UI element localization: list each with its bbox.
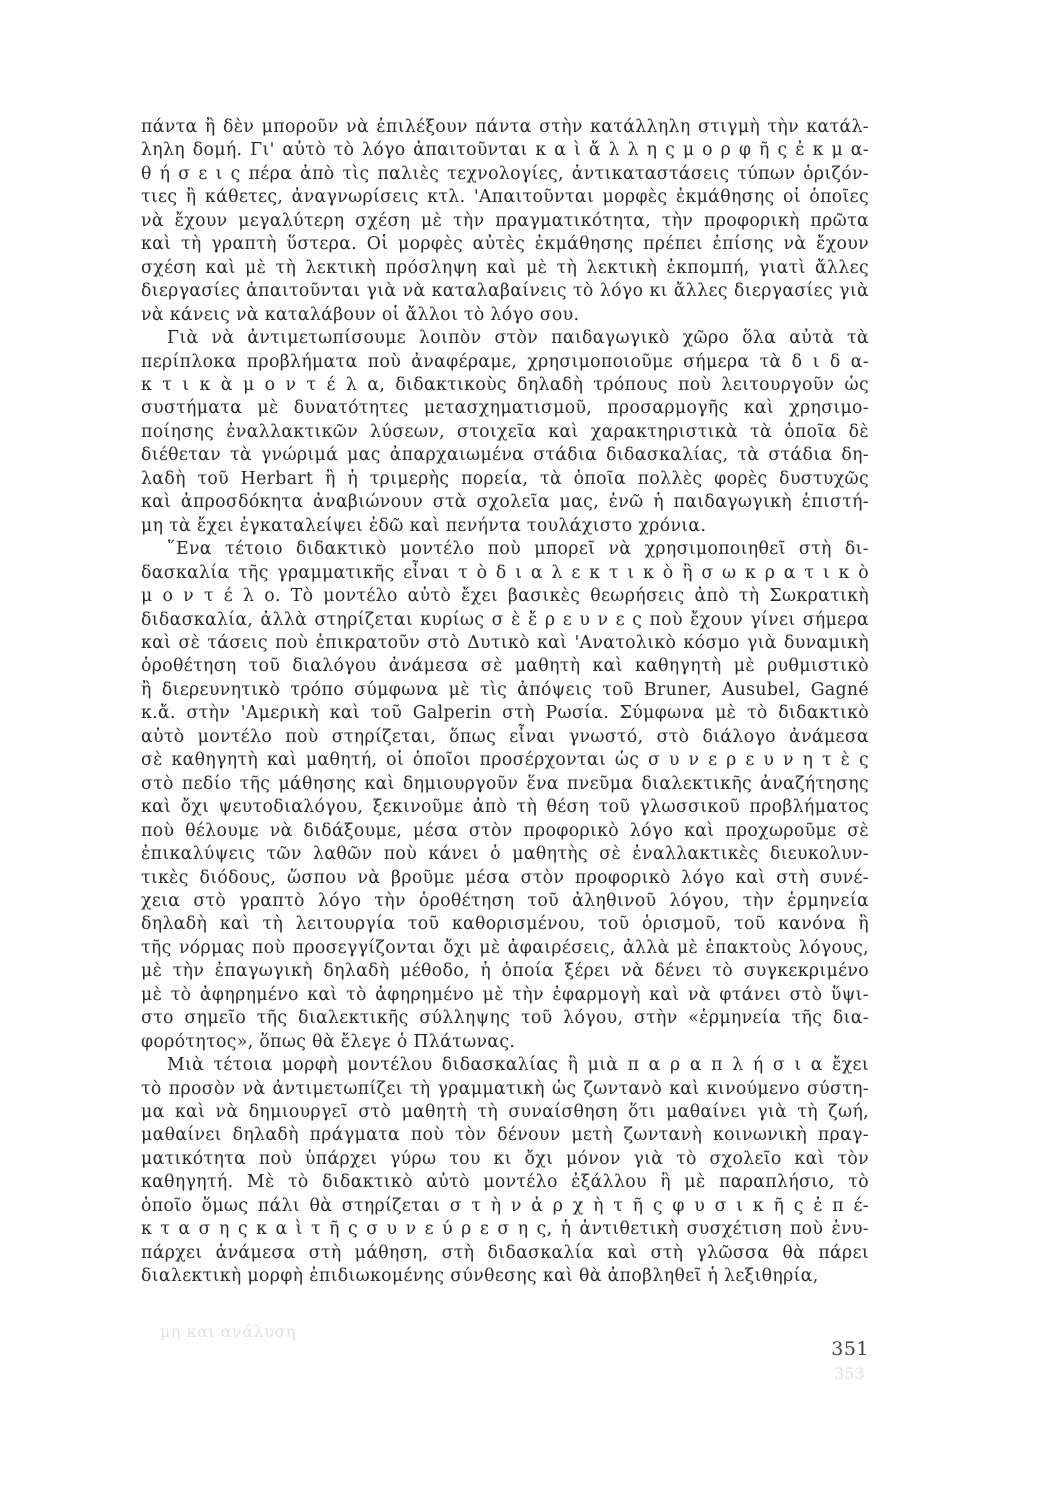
text-line-content: θ ή σ ε ι ς πέρα ἀπὸ τὶς παλιὲς τεχνολογίες, ἀντικαταστάσεις τύπων ὁριζόν- (141, 163, 869, 184)
text-line-content: δηλαδὴ καὶ τὴ λειτουργία τοῦ καθορισμένου, τοῦ ὁρισμοῦ, τοῦ κανόνα ἢ (141, 914, 869, 935)
text-line-content: μὲ τὸ ἀφηρημένο καὶ τὸ ἀφηρημένο μὲ τὴν ἐφαρμογὴ καὶ νὰ φτάνει στὸ ὕψι- (141, 984, 869, 1005)
text-line-content: ὁροθέτηση τοῦ διαλόγου ἀνάμεσα σὲ μαθητὴ καὶ καθηγητὴ μὲ ρυθμιστικὸ (141, 656, 869, 677)
text-line (141, 937, 869, 960)
text-line (141, 374, 869, 397)
text-line-content: κ.ἄ. στὴν 'Αμερικὴ καὶ τοῦ Galperin στὴ Ρωσία. Σύμφωνα μὲ τὸ διδακτικὸ (141, 703, 869, 724)
text-line-content: διέθεταν τὰ γνώριμά μας ἀπαρχαιωμένα στάδια διδασκαλίας, τὰ στάδια δη- (141, 445, 869, 466)
text-line (141, 491, 869, 514)
text-line (141, 984, 869, 1007)
text-line-content: στὸ πεδίο τῆς μάθησης καὶ δημιουργοῦν ἕνα πνεῦμα διαλεκτικῆς ἀναζήτησης (141, 773, 869, 794)
text-line-content: σὲ καθηγητὴ καὶ μαθητή, οἱ ὁποῖοι προσέρχονται ὡς σ υ ν ε ρ ε υ ν η τ ὲ ς (141, 750, 869, 771)
text-line-content: κ τ ι κ ὰ μ ο ν τ έ λ α, διδακτικοὺς δηλαδὴ τρόπους ποὺ λειτουργοῦν ὡς (141, 374, 869, 395)
text-line (141, 960, 869, 983)
text-line (141, 210, 869, 233)
text-line (141, 1218, 869, 1241)
text-line (141, 890, 869, 913)
text-line-content: διδασκαλία, ἀλλὰ στηρίζεται κυρίως σ ὲ ἔ ρ ε υ ν ε ς ποὺ ἔχουν γίνει σήμερα (141, 609, 869, 630)
text-line (141, 116, 869, 139)
text-line (141, 655, 869, 678)
text-line-content: ῞Ενα τέτοιο διδακτικὸ μοντέλο ποὺ μπορεῖ νὰ χρησιμοποιηθεῖ στὴ δι- (167, 539, 869, 560)
text-line-content: μὲ τὴν ἐπαγωγικὴ δηλαδὴ μέθοδο, ἡ ὁποία ξέρει νὰ δένει τὸ συγκεκριμένο (141, 961, 869, 982)
text-line-content: στο σημεῖο τῆς διαλεκτικῆς σύλληψης τοῦ λόγου, στὴν «ἑρμηνεία τῆς δια- (141, 1008, 869, 1029)
text-line (141, 139, 869, 162)
text-line (141, 1124, 869, 1147)
text-line-content: καὶ σὲ τάσεις ποὺ ἐπικρατοῦν στὸ Δυτικὸ καὶ 'Ανατολικὸ κόσμο γιὰ δυναμικὴ (141, 632, 869, 653)
text-line (141, 1148, 869, 1171)
text-line-content: μη τὰ ἔχει ἐγκαταλείψει ἐδῶ καὶ πενήντα τουλάχιστο χρόνια. (141, 515, 707, 536)
text-line-content: τὸ προσὸν νὰ ἀντιμετωπίζει τὴ γραμματικὴ ὡς ζωντανὸ καὶ κινούμενο σύστη- (141, 1078, 869, 1099)
text-line-content: τιες ἢ κάθετες, ἀναγνωρίσεις κτλ. 'Απαιτοῦνται μορφὲς ἐκμάθησης οἱ ὁποῖες (141, 187, 869, 208)
text-line (141, 280, 869, 303)
text-line (141, 257, 869, 280)
text-line (141, 1242, 869, 1265)
text-line (141, 1101, 869, 1124)
text-line-content: κ τ α σ η ς κ α ὶ τ ῆ ς σ υ ν ε ύ ρ ε σ η ς, ἡ ἀντιθετικὴ συσχέτιση ποὺ ἐνυ- (141, 1219, 869, 1240)
text-line-content: αὐτὸ μοντέλο ποὺ στηρίζεται, ὅπως εἶναι γνωστό, στὸ διάλογο ἀνάμεσα (141, 726, 869, 747)
text-line (141, 1265, 869, 1288)
text-line-content: πάντα ἢ δὲν μποροῦν νὰ ἐπιλέξουν πάντα στὴν κατάλληλη στιγμὴ τὴν κατάλ- (141, 117, 869, 137)
text-line (141, 163, 869, 186)
text-line-content: καὶ τὴ γραπτὴ ὕστερα. Οἱ μορφὲς αὐτὲς ἐκμάθησης πρέπει ἐπίσης νὰ ἔχουν (141, 234, 869, 255)
paragraph (141, 1054, 869, 1289)
text-line (141, 538, 869, 561)
body-text (141, 116, 869, 1289)
text-line-content: Μιὰ τέτοια μορφὴ μοντέλου διδασκαλίας ἢ μιὰ π α ρ α π λ ή σ ι α ἔχει (167, 1055, 869, 1076)
text-line-content: καὶ ἀπροσδόκητα ἀναβιώνουν στὰ σχολεῖα μας, ἐνῶ ἡ παιδαγωγικὴ ἐπιστή- (141, 492, 869, 513)
text-line-content: μ ο ν τ έ λ ο. Τὸ μοντέλο αὐτὸ ἔχει βασικὲς θεωρήσεις ἀπὸ τὴ Σωκρατικὴ (141, 586, 869, 607)
text-line-content: περίπλοκα προβλήματα ποὺ ἀναφέραμε, χρησιμοποιοῦμε σήμερα τὰ δ ι δ α- (141, 351, 869, 372)
paragraph (141, 538, 869, 1054)
text-line (141, 1078, 869, 1101)
text-line-content: διαλεκτικὴ μορφὴ ἐπιδιωκομένης σύνθεσης καὶ θὰ ἀποβληθεῖ ἡ λεξιθηρία, (141, 1266, 819, 1287)
text-line-content: καθηγητή. Μὲ τὸ διδακτικὸ αὐτὸ μοντέλο ἐξάλλου ἢ μὲ παραπλήσιο, τὸ (141, 1172, 869, 1193)
text-line (141, 186, 869, 209)
paragraph (141, 116, 869, 327)
text-line (141, 820, 869, 843)
text-line (141, 773, 869, 796)
text-line-content: μαθαίνει δηλαδὴ πράγματα ποὺ τὸν δένουν μετὴ ζωντανὴ κοινωνικὴ πραγ- (141, 1125, 869, 1146)
text-line-content: ἐπικαλύψεις τῶν λαθῶν ποὺ κάνει ὁ μαθητὴς σὲ ἐναλλακτικὲς διευκολυν- (141, 844, 869, 865)
text-line (141, 913, 869, 936)
text-line-content: τῆς νόρμας ποὺ προσεγγίζονται ὄχι μὲ ἀφαιρέσεις, ἀλλὰ μὲ ἐπακτοὺς λόγους, (141, 937, 869, 958)
text-line (141, 632, 869, 655)
text-line (141, 749, 869, 772)
text-line-content: νὰ ἔχουν μεγαλύτερη σχέση μὲ τὴν πραγματικότητα, τὴν προφορικὴ πρῶτα (141, 210, 869, 231)
text-line-content: διεργασίες ἀπαιτοῦνται γιὰ νὰ καταλαβαίνεις τὸ λόγο κι ἄλλες διεργασίες γιὰ (141, 281, 869, 302)
bleed-through-text: μη και ανάλυση (160, 1322, 296, 1341)
text-line (141, 1171, 869, 1194)
text-line (141, 351, 869, 374)
text-line-content: μα καὶ νὰ δημιουργεῖ στὸ μαθητὴ τὴ συναίσθηση ὅτι μαθαίνει γιὰ τὴ ζωή, (141, 1102, 869, 1123)
text-line (141, 233, 869, 256)
text-line (141, 1054, 869, 1077)
text-line (141, 609, 869, 632)
text-line (141, 1195, 869, 1218)
text-line-content: σχέση καὶ μὲ τὴ λεκτικὴ πρόσληψη καὶ μὲ τὴ λεκτικὴ ἐκπομπή, γιατὶ ἄλλες (141, 257, 869, 278)
text-line (141, 726, 869, 749)
text-line (141, 1031, 869, 1054)
text-line-content: ληλη δομή. Γι' αὐτὸ τὸ λόγο ἀπαιτοῦνται κ α ὶ ἄ λ λ η ς μ ο ρ φ ῆ ς ἐ κ μ α- (141, 140, 869, 161)
text-line-content: πάρχει ἀνάμεσα στὴ μάθηση, στὴ διδασκαλία καὶ στὴ γλῶσσα θὰ πάρει (141, 1242, 869, 1263)
text-line (141, 421, 869, 444)
text-line (141, 515, 869, 538)
text-line-content: Γιὰ νὰ ἀντιμετωπίσουμε λοιπὸν στὸν παιδαγωγικὸ χῶρο ὅλα αὐτὰ τὰ (167, 328, 869, 349)
text-line-content: συστήματα μὲ δυνατότητες μετασχηματισμοῦ, προσαρμογῆς καὶ χρησιμο- (141, 398, 869, 419)
text-line (141, 843, 869, 866)
text-line (141, 867, 869, 890)
text-line-content: ματικότητα ποὺ ὑπάρχει γύρω του κι ὄχι μόνον γιὰ τὸ σχολεῖο καὶ τὸν (141, 1148, 869, 1169)
text-line-content: νὰ κάνεις νὰ καταλάβουν οἱ ἄλλοι τὸ λόγο σου. (141, 304, 580, 325)
text-line-content: ἢ διερευνητικὸ τρόπο σύμφωνα μὲ τὶς ἀπόψεις τοῦ Bruner, Ausubel, Gagné (141, 679, 869, 700)
paragraph (141, 327, 869, 538)
text-line-content: τικὲς διόδους, ὥσπου νὰ βροῦμε μέσα στὸν προφορικὸ λόγο καὶ στὴ συνέ- (141, 867, 869, 888)
text-line (141, 304, 869, 327)
text-line (141, 679, 869, 702)
text-line (141, 444, 869, 467)
page-number: 351 (831, 1338, 869, 1360)
text-line-content: χεια στὸ γραπτὸ λόγο τὴν ὁροθέτηση τοῦ ἀληθινοῦ λόγου, τὴν ἑρμηνεία (141, 890, 869, 911)
text-line-content: ποὺ θέλουμε νὰ διδάξουμε, μέσα στὸν προφορικὸ λόγο καὶ προχωροῦμε σὲ (141, 820, 869, 841)
text-line-content: ὁποῖο ὅμως πάλι θὰ στηρίζεται σ τ ὴ ν ἀ ρ χ ὴ τ ῆ ς φ υ σ ι κ ῆ ς ἐ π έ- (141, 1195, 869, 1216)
text-line (141, 562, 869, 585)
text-line-content: ποίησης ἐναλλακτικῶν λύσεων, στοιχεῖα καὶ χαρακτηριστικὰ τὰ ὁποῖα δὲ (141, 421, 869, 442)
text-line (141, 327, 869, 350)
text-line (141, 397, 869, 420)
text-line (141, 1007, 869, 1030)
text-line-content: καὶ ὄχι ψευτοδιαλόγου, ξεκινοῦμε ἀπὸ τὴ θέση τοῦ γλωσσικοῦ προβλήματος (141, 797, 869, 818)
text-line (141, 468, 869, 491)
bleed-through-page-number: 353 (834, 1364, 865, 1383)
text-line-content: φορότητος», ὅπως θὰ ἔλεγε ὁ Πλάτωνας. (141, 1031, 516, 1052)
text-line (141, 702, 869, 725)
text-line-content: δασκαλία τῆς γραμματικῆς εἶναι τ ὸ δ ι α λ ε κ τ ι κ ὸ ἢ σ ω κ ρ α τ ι κ ὸ (141, 562, 869, 583)
text-line (141, 796, 869, 819)
text-line (141, 585, 869, 608)
text-line-content: λαδὴ τοῦ Herbart ἢ ἡ τριμερὴς πορεία, τὰ ὁποῖα πολλὲς φορὲς δυστυχῶς (141, 468, 869, 489)
